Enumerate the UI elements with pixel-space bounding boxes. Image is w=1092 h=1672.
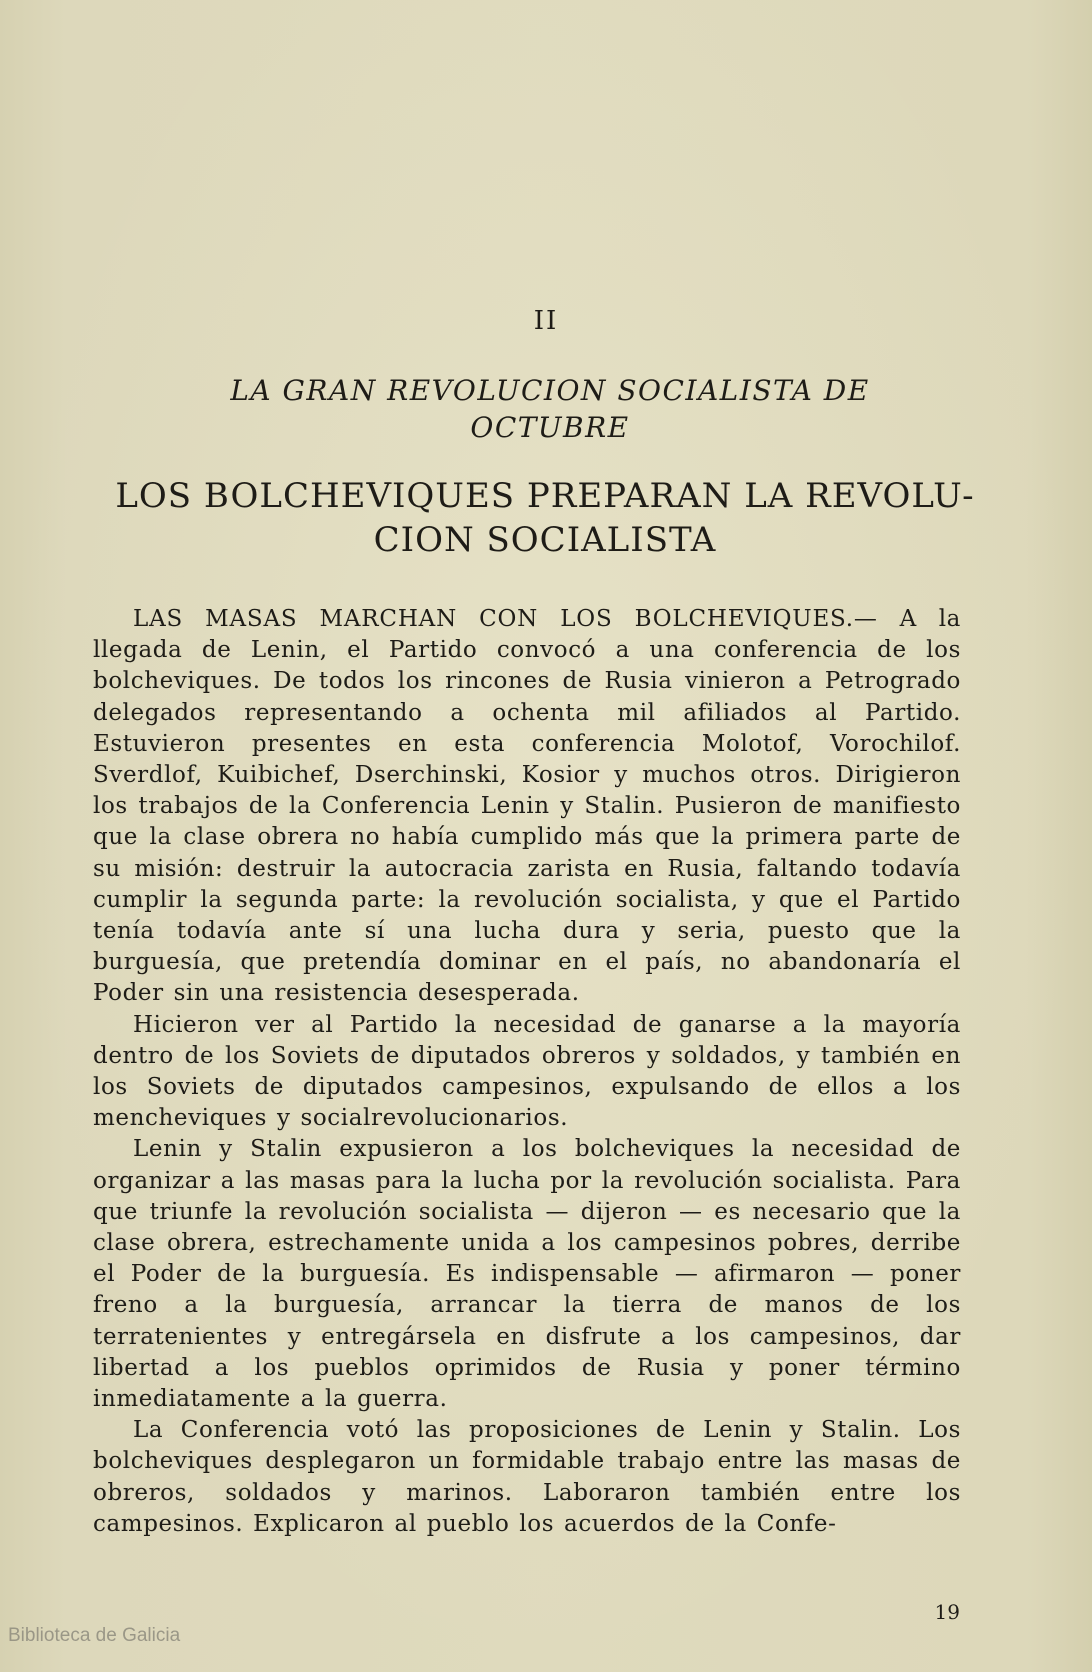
paragraph: Lenin y Stalin expusieron a los bolcheviques la necesidad de organizar a las masas para la lucha por la revolución socialista. Para que triunfe la revolución socialista — dijeron — es necesario que la clase obrera, estrechamente unida a los campesinos pobres, derribe el Poder de la burguesía. Es indispensable — afirmaron — poner freno a la burguesía, arrancar la tierra de manos de los terratenientes y entregársela en disfrute a los campesinos, dar libertad a los pueblos oprimidos de Rusia y poner término inmediatamente a la guerra. (93, 1136, 961, 1413)
paragraph (93, 604, 961, 1010)
section-title-line-1: LOS BOLCHEVIQUES PREPARAN LA REVOLU- (115, 476, 975, 516)
paragraph: Hicieron ver al Partido la necesidad de ganarse a la mayoría dentro de los Soviets de diputados obreros y soldados, y también en los Soviets de diputados campesinos, expulsando de ellos a los mencheviques y socialrevolucionarios. (93, 1011, 961, 1132)
page-number: 19 (934, 1600, 960, 1624)
library-watermark: Biblioteca de Galicia (8, 1625, 181, 1646)
chapter-number: II (533, 306, 559, 336)
body-text (93, 604, 961, 1540)
chapter-title-line-1: LA GRAN REVOLUCION SOCIALISTA DE (230, 374, 870, 407)
section-title (95, 474, 995, 562)
chapter-title (190, 372, 910, 446)
paragraph: La Conferencia votó las proposiciones de Lenin y Stalin. Los bolcheviques desplegaron un formidable trabajo entre las masas de obreros, soldados y marinos. Laboraron también entre los campesinos. Explicaron al pueblo los acuerdos de la Confe- (93, 1417, 961, 1537)
paragraph-text: A la llegada de Lenin, el Partido convocó a una conferencia de los bolcheviques. De todos los rincones de Rusia vinieron a Petrogrado delegados representando a ochenta mil afiliados al Partido. Estuvieron presentes en esta conferencia Molotof, Vorochilof. Sverdlof, Kuibichef, Dserchinski, Kosior y muchos otros. Dirigieron los trabajos de la Conferencia Lenin y Stalin. Pusieron de manifiesto que la clase obrera no había cumplido más que la primera parte de su misión: destruir la autocracia zarista en Rusia, faltando todavía cumplir la segunda parte: la revolución socialista, y que el Partido tenía todavía ante sí una lucha dura y seria, puesto que la burguesía, que pretendía dominar en el país, no abandonaría el Poder sin una resistencia desesperada. (93, 606, 961, 1007)
paragraph-run-in-heading: LAS MASAS MARCHAN CON LOS BOLCHEVIQUES.— (133, 606, 878, 632)
chapter-title-line-2: OCTUBRE (470, 411, 630, 444)
section-title-line-2: CION SOCIALISTA (373, 520, 717, 560)
